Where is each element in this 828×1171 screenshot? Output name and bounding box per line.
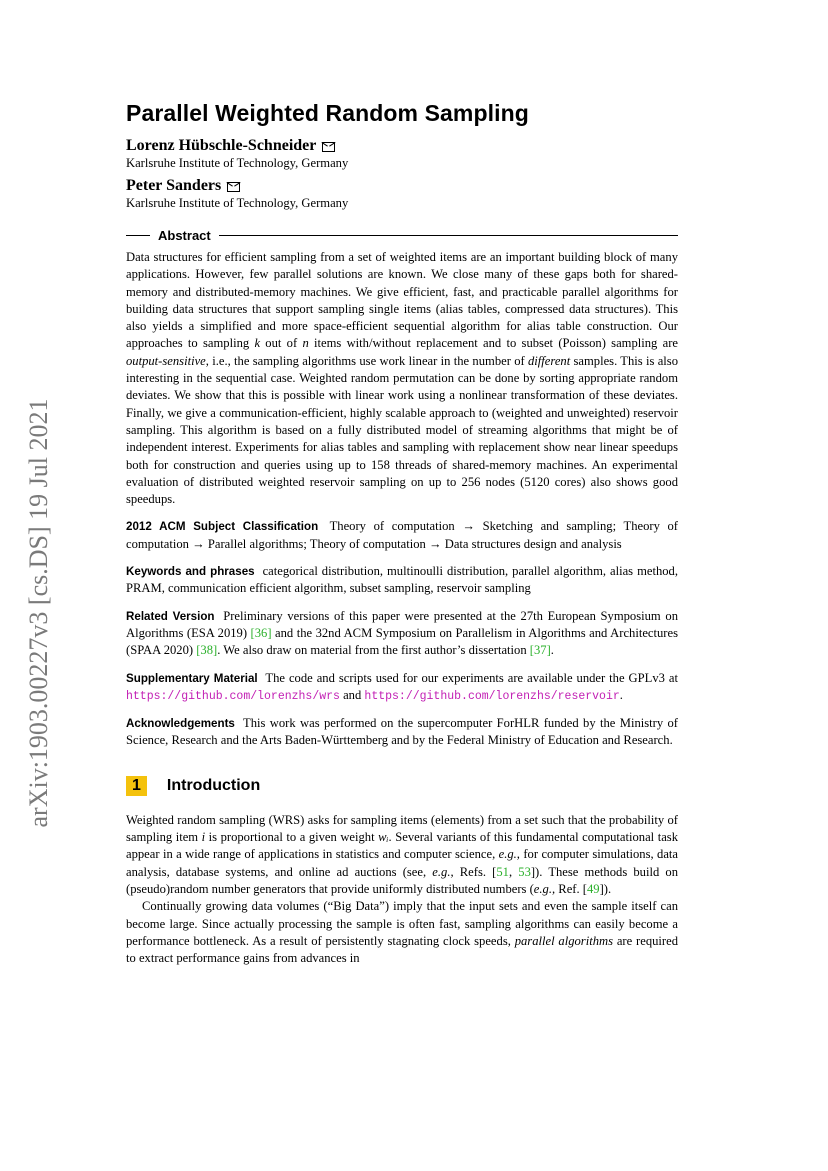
- citation-link[interactable]: 53: [518, 864, 531, 879]
- repo-link-reservoir[interactable]: https://github.com/lorenzhs/reservoir: [364, 689, 620, 703]
- introduction-body: [126, 812, 678, 968]
- author-name: Lorenz Hübschle-Schneider: [126, 137, 317, 154]
- heading-rule: [126, 235, 150, 236]
- author-affiliation: Karlsruhe Institute of Technology, Germany: [126, 196, 349, 210]
- paper-first-page: [126, 100, 678, 967]
- author-block-2: [126, 177, 678, 211]
- abstract-label: Abstract: [158, 228, 211, 243]
- supplementary-label: Supplementary Material: [126, 671, 258, 685]
- related-label: Related Version: [126, 609, 215, 623]
- author-affiliation: Karlsruhe Institute of Technology, Germany: [126, 156, 349, 170]
- citation-link[interactable]: [37]: [529, 643, 551, 658]
- acknowledgements-label: Acknowledgements: [126, 717, 235, 731]
- keywords-label: Keywords and phrases: [126, 565, 255, 579]
- section-number: 1: [126, 776, 147, 796]
- repo-link-wrs[interactable]: https://github.com/lorenzhs/wrs: [126, 689, 340, 703]
- paper-title: Parallel Weighted Random Sampling: [126, 100, 529, 126]
- abstract-text: Data structures for efficient sampling from a set of weighted items are an important building block of many applications. However, few parallel solutions are known. We close many of these gaps both for shared-memory and distributed-memory machines. We give efficient, fast, and practicable parallel algorithms for building data structures that support sampling single items (alias tables, compressed data structures). This also yields a simplified and more space-efficient sequential algorithm for alias table construction. Our approaches to sampling k out of n items with/without replacement and to subset (Poisson) sampling are output-sensitive, i.e., the sampling algorithms use work linear in the number of different samples. This is also interesting in the sequential case. Weighted random permutation can be done by sorting appropriate random deviates. We show that this is possible with linear work using a nonlinear transformation of these deviates. Finally, we give a communication-efficient, highly scalable approach to (weighted and unweighted) reservoir sampling. This algorithm is based on a fully distributed model of streaming algorithms that might be of independent interest. Experiments for alias tables and sampling with replacement show near linear speedups both for construction and queries using up to 158 threads of shared-memory machines. An experimental evaluation of distributed weighted reservoir sampling on up to 256 nodes (5120 cores) also shows good speedups.: [126, 250, 679, 507]
- keywords: Keywords and phrases categorical distribution, multinoulli distribution, parallel algorithm, alias method, PRAM, communication efficient algorithm, subset sampling, reservoir sampling: [126, 564, 678, 596]
- email-icon[interactable]: [322, 142, 335, 152]
- related-version: Related Version Preliminary versions of this paper were presented at the 27th European Symposium on Algorithms (ESA 2019) [36] and the 32nd ACM Symposium on Parallelism in Algorithms and Architectures (SPAA 2020) [38]. We also draw on material from the first author’s dissertation [37].: [126, 608, 678, 658]
- author-block-1: [126, 137, 678, 171]
- citation-link[interactable]: 51: [496, 864, 509, 879]
- author-name: Peter Sanders: [126, 177, 222, 194]
- acknowledgements: Acknowledgements This work was performed on the supercomputer ForHLR funded by the Ministry of Science, Research and the Arts Baden-Württemberg and by the Federal Ministry of Education and Research.: [126, 716, 678, 748]
- supplementary-material: Supplementary Material The code and scripts used for our experiments are available under the GPLv3 at https://github.com/lorenzhs/wrs and https://github.com/lorenzhs/reservoir.: [126, 670, 679, 703]
- section-title: Introduction: [166, 776, 261, 794]
- citation-link[interactable]: [36]: [250, 625, 272, 640]
- arxiv-identifier: arXiv:1903.00227v3 [cs.DS] 19 Jul 2021: [24, 398, 53, 828]
- intro-paragraph: Weighted random sampling (WRS) asks for sampling items (elements) from a set such that the probability of sampling item i is proportional to a given weight wᵢ. Several variants of this fundamental computational task appear in a wide range of applications in statistics and computer science, e.g., for computer simulations, data analysis, database systems, and online ad auctions (see, e.g., Refs. [51, 53]). These methods build on (pseudo)random number generators that provide uniformly distributed numbers (e.g., Ref. [49]).: [126, 812, 679, 896]
- arxiv-sidebar-stamp: [22, 377, 56, 849]
- citation-link[interactable]: [38]: [196, 643, 218, 658]
- section-heading: [126, 776, 678, 796]
- citation-link[interactable]: 49: [586, 881, 600, 896]
- acm-label: 2012 ACM Subject Classification: [126, 520, 319, 534]
- heading-rule: [219, 235, 678, 236]
- acm-classification: 2012 ACM Subject Classification Theory of computation → Sketching and sampling; Theory of computation → Parallel algorithms; Theory of computation → Data structures design and analysis: [126, 519, 679, 551]
- intro-paragraph: Continually growing data volumes (“Big Data”) imply that the input sets and even the sample itself can become large. Since actually processing the sample is often fast, sampling algorithms can easily become a performance bottleneck. As a result of persistently stagnating clock speeds, parallel algorithms are required to extract performance gains from advances in: [126, 899, 678, 966]
- email-icon[interactable]: [227, 182, 240, 192]
- abstract-heading: [126, 228, 678, 243]
